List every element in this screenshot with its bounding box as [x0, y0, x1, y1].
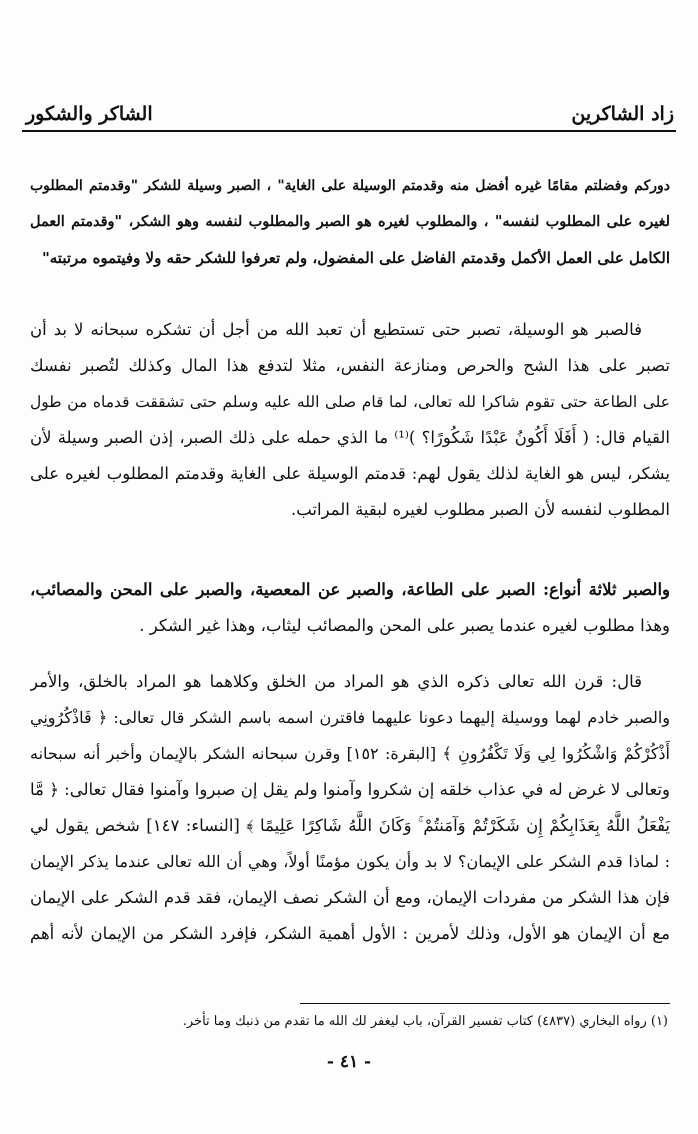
text-line: يَفْعَلُ اللَّهُ بِعَذَابِكُمْ إِن شَكَرْتُمْ وَآمَنتُمْ ۚ وَكَانَ اللَّهُ شَاكِرًا عَلِيمًا ﴾ [النساء: ١٤٧] شخص يقول لي [30, 816, 670, 835]
text-line: لغيره على المطلوب لنفسه" ، والمطلوب لغيره هو الصبر والمطلوب لنفسه وهو الشكر، "وقدمتم العمل [30, 213, 670, 230]
text-line: فالصبر هو الوسيلة، تصبر حتى تستطيع أن تعبد الله من أجل أن تشكره سبحانه لا بد أن [30, 320, 642, 339]
text-line: المطلوب لنفسه لأن الصبر مطلوب لغيره لبقية المراتب. [290, 500, 670, 519]
chapter-title: الشاكر والشكور [26, 103, 153, 125]
text-line: أَذْكُرْكُمْ وَاشْكُرُوا لِي وَلَا تَكْفُرُونِ ﴾ [البقرة: ١٥٢] وقرن سبحانه الشكر بالإيمان وأخبر أنه سبحانه [30, 744, 670, 763]
text-line: على الطاعة حتى تقوم شاكرا لله تعالى، لما قام صلى الله عليه وسلم حتى تشققت قدماه من طول [30, 393, 670, 411]
running-header [22, 96, 676, 132]
text-line: فإن هذا الشكر من مفردات الإيمان، ومع أن الشكر نصف الإيمان، فقد قدم الشكر على الإيمان [30, 888, 670, 907]
text-line: يشكر، ليس هو الغاية لذلك يقول لهم: قدمتم الوسيلة على الغاية وقدمتم المطلوب لغيره على [30, 464, 670, 483]
text-line: قال: قرن الله تعالى ذكره الذي هو المراد من الخلق وكلاهما هو المراد بالخلق، والأمر [30, 672, 642, 691]
text-line: وهذا مطلوب لغيره عندما يصبر على المحن والمصائب ليثاب، وهذا غير الشكر . [139, 616, 670, 635]
quote-paragraph [30, 168, 670, 276]
text-line: والصبر ثلاثة أنواع: الصبر على الطاعة، والصبر عن المعصية، والصبر على المحن والمصائب، [30, 580, 670, 599]
book-title: زاد الشاكرين [571, 103, 674, 125]
page-number: - ٤١ - [326, 1052, 372, 1072]
text-line: وتعالى لا غرض له في عذاب خلقه إن شكروا وآمنوا ولم يقل إن صبروا وآمنوا فقال تعالى: ﴿ مَّا [30, 780, 670, 799]
footnote-divider [300, 1003, 670, 1004]
body-paragraph [30, 312, 670, 528]
text-line: والصبر خادم لهما ووسيلة إليهما دعونا عليهما فاقترن اسمه باسم الشكر قال تعالى: ﴿ فَاذْكُرُونِي [30, 708, 670, 727]
footnote: (١) رواه البخاري (٤٨٣٧) كتاب تفسير القرآن، باب ليغفر لك الله ما تقدم من ذنبك وما تأخر. [182, 1014, 668, 1029]
text-line: تصبر على هذا الشح والحرص ومنازعة النفس، مثلا لتدفع هذا المال وكذلك لتُصبر نفسك [30, 356, 670, 375]
text-line: القيام قال: ( أَفَلَا أَكُونُ عَبْدًا شَكُورًا؟ )⁽¹⁾ ما الذي حمله على ذلك الصبر، إذن الصبر وسيلة لأن [30, 428, 670, 447]
text-line: مع أن الإيمان هو الأول، وذلك لأمرين : الأول أهمية الشكر، فإفرد الشكر من الإيمان لأنه أهم [30, 924, 670, 943]
types-paragraph [30, 572, 670, 644]
text-line: الكامل على العمل الأكمل وقدمتم الفاضل على المفضول، ولم تعرفوا للشكر حقه ولا وفيتموه مرتبته" [41, 249, 670, 267]
body-paragraph [30, 664, 670, 952]
text-line: دوركم وفضلتم مقامًا غيره أفضل منه وقدمتم الوسيلة على الغاية" ، الصبر وسيلة للشكر "وقدمتم المطلوب [30, 178, 670, 194]
text-line: : لماذا قدم الشكر على الإيمان؟ لا بد وأن يكون مؤمنًا أولاً، وهي أن الله تعالى عندما يذكر الإيمان [30, 852, 670, 871]
